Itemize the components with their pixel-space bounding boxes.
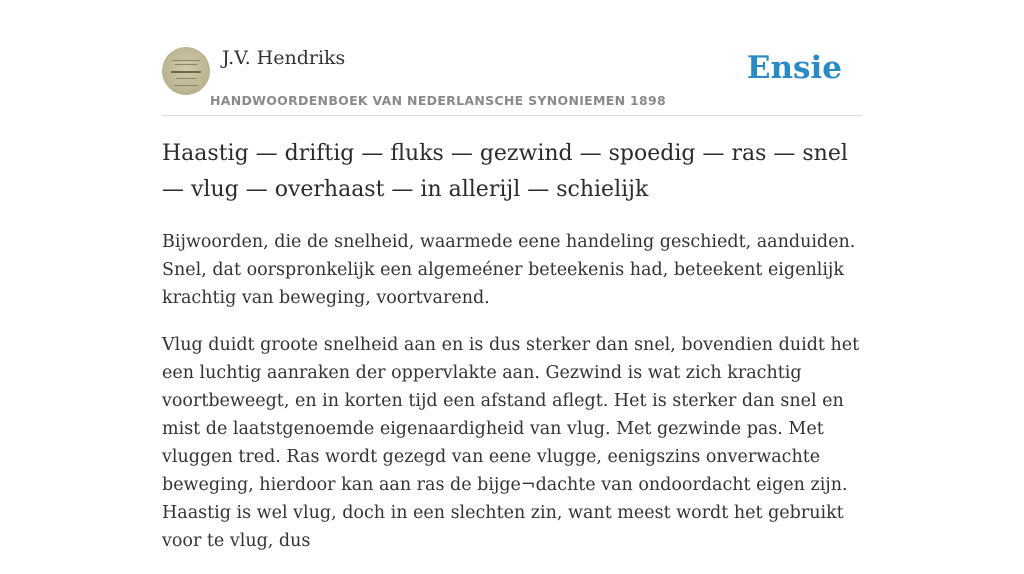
author-name[interactable]: J.V. Hendriks bbox=[222, 47, 346, 69]
entry-title: Haastig — driftig — fluks — gezwind — spoedig — ras — snel — vlug — overhaast — in allerijl — schielijk bbox=[162, 141, 848, 202]
entry-paragraph: Vlug duidt groote snelheid aan en is dus sterker dan snel, bovendien duidt het een luchtig aanraken der oppervlakte aan. Gezwind is wat zich krachtig voortbeweegt, en in korten tijd een afstand aflegt. Het is sterker dan snel en mist de laatstgenoemde eigenaardigheid van vlug. Met gezwinde pas. Met vluggen tred. Ras wordt gezegd van eene vlugge, eenigszins onverwachte beweging, hierdoor kan aan ras de bijge¬dachte van ondoordacht eigen zijn. Haastig is wel vlug, doch in een slechten zin, want meest wordt het gebruikt voor te vlug, dus bbox=[162, 335, 860, 551]
entry-body bbox=[162, 228, 862, 574]
ensie-logo[interactable]: Ensie bbox=[746, 50, 842, 86]
entry-paragraph: Bijwoorden, die de snelheid, waarmede eene handeling geschiedt, aanduiden. Snel, dat oorspronkelijk een algemeéner beteekenis had, beteekent eigenlijk krachtig van beweging, voortvarend. bbox=[162, 232, 856, 308]
source-title[interactable]: HANDWOORDENBOEK VAN NEDERLANSCHE SYNONIEMEN 1898 bbox=[210, 93, 667, 108]
book-cover-avatar[interactable] bbox=[162, 47, 210, 95]
entry-header bbox=[162, 46, 862, 116]
